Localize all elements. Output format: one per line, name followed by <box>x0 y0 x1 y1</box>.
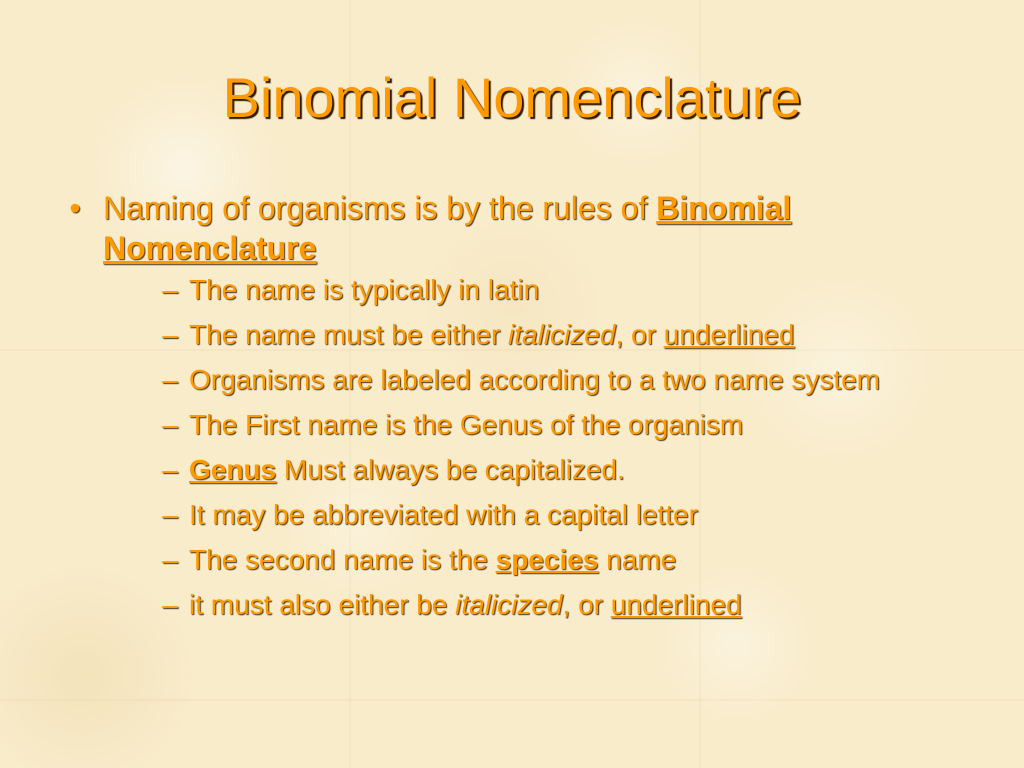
dash-marker: – <box>162 499 178 530</box>
sub-bullet-text-mid: , or <box>615 319 664 350</box>
slide-title: Binomial Nomenclature <box>222 66 802 129</box>
bullet-marker: • <box>69 190 81 226</box>
italic-word: italicized <box>455 589 563 620</box>
underlined-word: underlined <box>663 319 795 350</box>
dash-marker: – <box>162 589 178 620</box>
sub-bullet-species-italicized <box>103 587 980 623</box>
sub-bullet-species-name <box>103 542 980 578</box>
sub-bullet-latin <box>103 272 980 308</box>
dash-marker: – <box>162 544 178 575</box>
main-bullet-text: Naming of organisms is by the rules of <box>103 190 657 226</box>
italic-word: italicized <box>508 319 616 350</box>
bullet-list <box>60 188 980 632</box>
dash-marker: – <box>162 454 178 485</box>
dash-marker: – <box>162 319 178 350</box>
species-emphasis: species <box>495 544 599 575</box>
sub-bullet-two-name-system <box>103 362 980 398</box>
dash-marker: – <box>162 364 178 395</box>
sub-bullet-text: It may be abbreviated with a capital letter <box>189 499 698 530</box>
sub-bullet-genus-capitalized <box>103 452 980 488</box>
sub-bullet-abbreviated <box>103 497 980 533</box>
sub-bullet-text: The name is typically in latin <box>189 274 540 305</box>
sub-bullet-text-pre: The name must be either <box>189 319 509 350</box>
sub-bullet-first-name-genus <box>103 407 980 443</box>
sub-bullet-text-mid: , or <box>562 589 611 620</box>
sub-bullet-text: Organisms are labeled according to a two name system <box>189 364 880 395</box>
sub-bullet-italicized-or-underlined <box>103 317 980 353</box>
dash-marker: – <box>162 409 178 440</box>
sub-bullet-text-post: Must always be capitalized. <box>276 454 625 485</box>
dash-marker: – <box>162 274 178 305</box>
genus-emphasis: Genus <box>189 454 277 485</box>
sub-bullet-text: The First name is the Genus of the organism <box>189 409 744 440</box>
sub-bullet-list <box>103 272 980 623</box>
sub-bullet-text-pre: The second name is the <box>189 544 496 575</box>
main-bullet <box>60 188 980 623</box>
underlined-word: underlined <box>610 589 742 620</box>
sub-bullet-text-post: name <box>598 544 677 575</box>
sub-bullet-text-pre: it must also either be <box>189 589 456 620</box>
main-bullet-emphasis: Binomial Nomenclature <box>103 190 792 266</box>
